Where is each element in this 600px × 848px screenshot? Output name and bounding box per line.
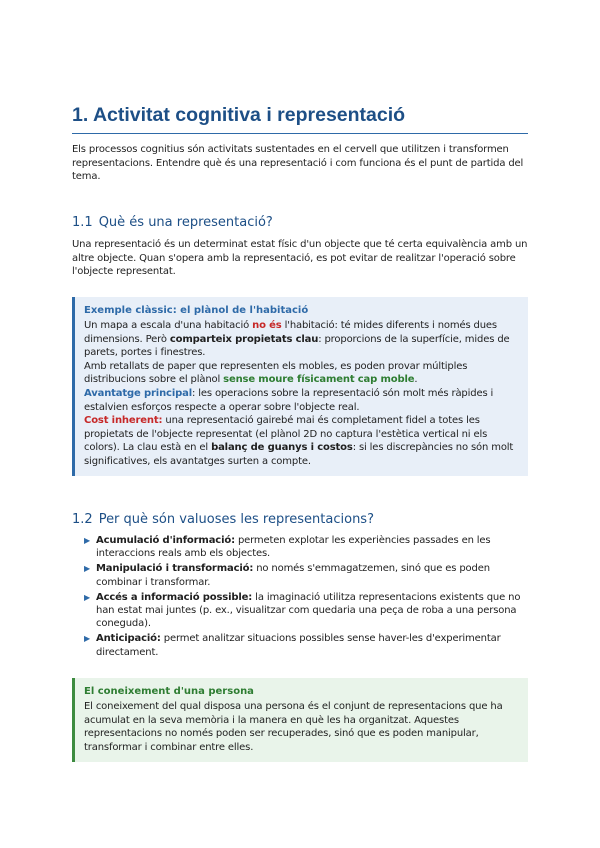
section-1-1-paragraph: Una representació és un determinat estat físic d'un objecte que té certa equivalència amb un altre objecte. Quan s'opera amb la representació, es pot evitar de realitzar l'operació sobre l'objecte representat. bbox=[72, 239, 528, 278]
text-span: una representació gairebé mai és completament fidel a totes les propietats de l'objecte representat (el plànol 2D no captura l'estètica vertical ni els colors). La clau està en el bbox=[84, 415, 488, 454]
text-span: Un mapa a escala d'una habitació bbox=[84, 320, 253, 331]
section-title: Per què són valuoses les representacions? bbox=[98, 512, 374, 527]
triangle-bullet-icon: ▶ bbox=[84, 634, 91, 644]
list-item bbox=[72, 591, 528, 631]
text-span: . bbox=[414, 374, 418, 386]
callout-title: El coneixement d'una persona bbox=[84, 686, 254, 697]
callout-paragraph-3 bbox=[84, 387, 520, 414]
knowledge-callout bbox=[72, 678, 528, 762]
item-text: permet analitzar situacions possibles sense haver-les d'experimentar directament. bbox=[96, 633, 501, 658]
page-title: 1. Activitat cognitiva i representació bbox=[72, 104, 528, 134]
item-label: Acumulació d'informació: bbox=[96, 535, 235, 546]
triangle-bullet-icon: ▶ bbox=[84, 564, 91, 574]
emphasis-red: no és bbox=[252, 320, 282, 331]
list-item bbox=[72, 534, 528, 560]
section-number: 1.1 bbox=[72, 215, 93, 230]
section-heading-1-2 bbox=[72, 512, 374, 527]
item-text: permeten explotar les experiències passades en les interaccions reals amb els objectes. bbox=[96, 535, 491, 560]
callout-paragraph-2 bbox=[84, 360, 520, 387]
callout-paragraph: El coneixement del qual disposa una persona és el conjunt de representacions que ha acumulat en la seva memòria i la manera en què les ha organitzat. Aquestes representacions no només poden ser recuperades, sinó que es poden manipular, transformar i combinar entre elles. bbox=[84, 701, 503, 753]
emphasis-bold: balanç de guanys i costos bbox=[211, 442, 353, 454]
item-label: Manipulació i transformació: bbox=[96, 563, 254, 575]
text-span: : les operacions sobre la representació són molt més ràpides i estalvien esforços respecte a operar sobre l'objecte real. bbox=[84, 387, 494, 413]
benefits-list bbox=[72, 534, 528, 661]
item-text: no només s'emmagatzemen, sinó que es poden combinar i transformar. bbox=[96, 563, 490, 588]
triangle-bullet-icon: ▶ bbox=[84, 592, 91, 602]
triangle-bullet-icon: ▶ bbox=[84, 536, 91, 545]
callout-title: Exemple clàssic: el plànol de l'habitació bbox=[84, 305, 309, 316]
intro-paragraph: Els processos cognitius són activitats sustentades en el cervell que utilitzen i transformen representacions. Entendre què és una representació i com funciona és el punt de partida del tema. bbox=[72, 144, 524, 183]
text-span: : proporcions de la superfície, mides de parets, portes i finestres. bbox=[84, 333, 510, 359]
section-heading-1-1 bbox=[72, 215, 273, 230]
example-callout bbox=[72, 297, 528, 476]
section-number: 1.2 bbox=[72, 512, 93, 527]
section-title: Què és una representació? bbox=[98, 215, 273, 230]
item-label: Anticipació: bbox=[96, 633, 161, 645]
emphasis-blue: Avantatge principal bbox=[84, 387, 192, 399]
item-text: la imaginació utilitza representacions existents que no han estat mai juntes (p. ex., visualitzar com quedaria una peça de roba a una persona coneguda). bbox=[96, 591, 521, 630]
item-label: Accés a informació possible: bbox=[96, 591, 253, 603]
emphasis-red: Cost inherent: bbox=[84, 415, 163, 427]
callout-paragraph-4 bbox=[84, 414, 520, 468]
text-span: Amb retallats de paper que representen els mobles, es poden provar múltiples distribucions sobre el plànol bbox=[84, 360, 468, 386]
list-item bbox=[72, 562, 528, 588]
emphasis-green: sense moure físicament cap moble bbox=[223, 374, 415, 386]
list-item bbox=[72, 632, 528, 658]
text-span: l'habitació: té mides diferents i només dues dimensions. Però bbox=[84, 320, 497, 345]
callout-paragraph-1 bbox=[84, 319, 520, 360]
text-span: : si les discrepàncies no són molt significatives, els avantatges surten a compte. bbox=[84, 442, 514, 467]
emphasis-bold: comparteix propietats clau bbox=[169, 333, 319, 345]
